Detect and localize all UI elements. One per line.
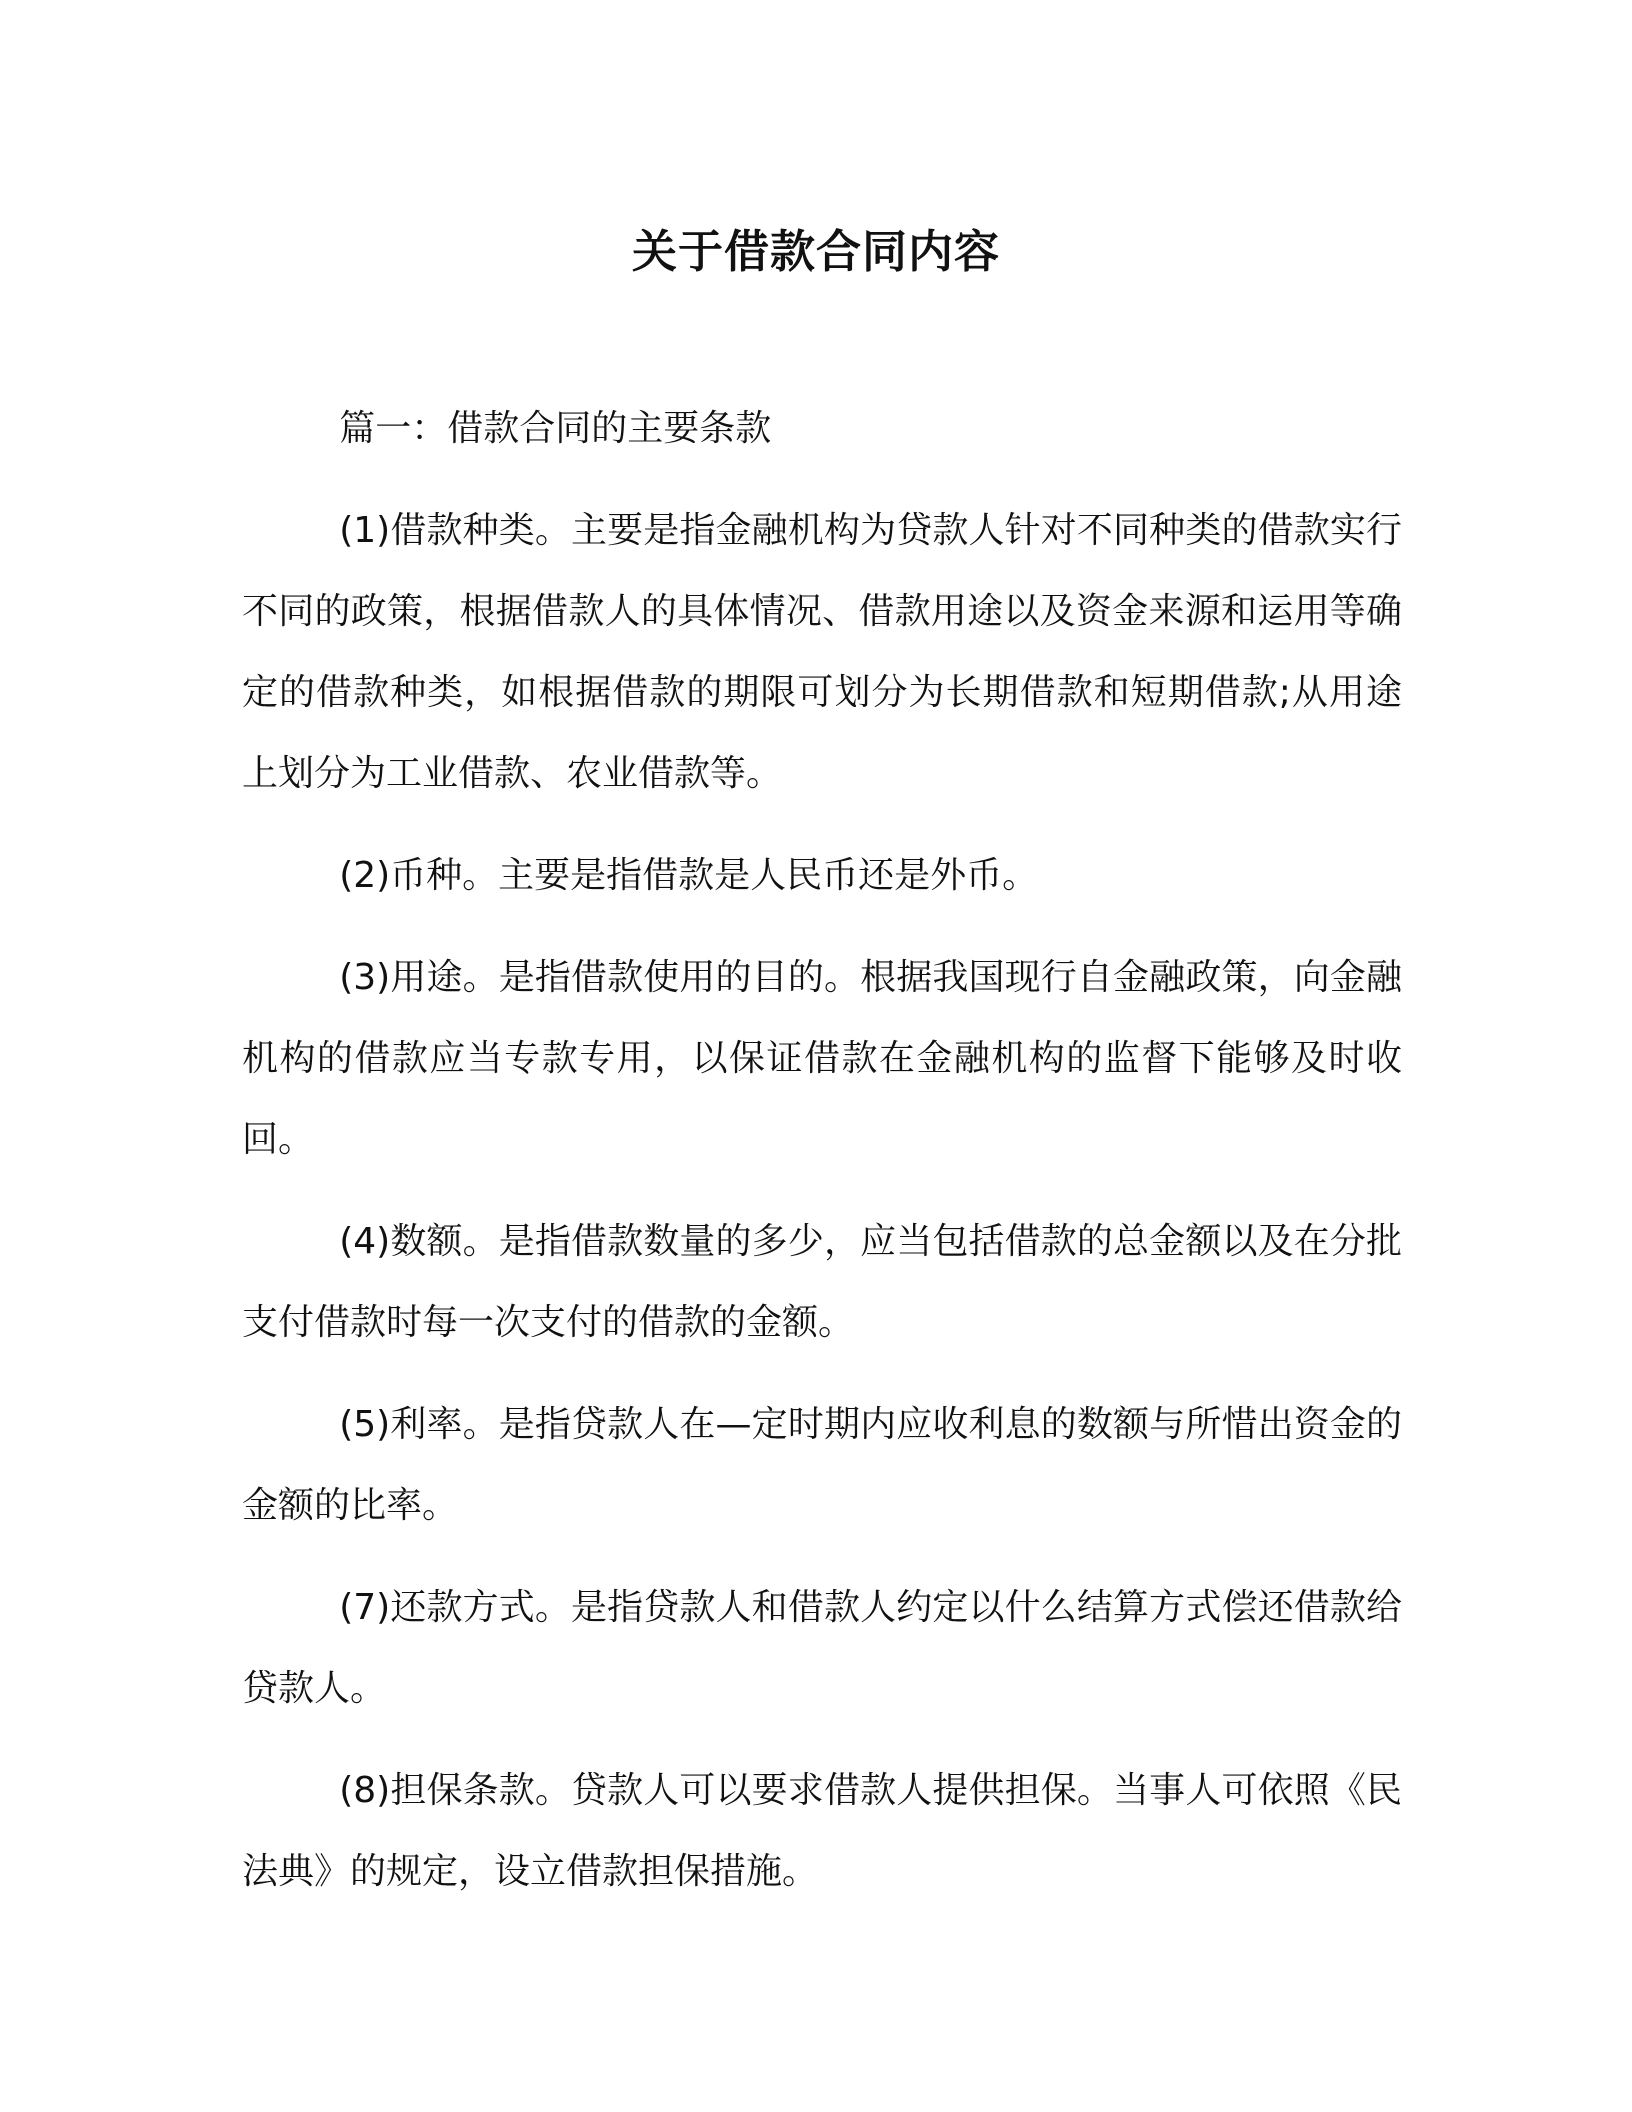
clause-paragraph: (3)用途。是指借款使用的目的。根据我国现行自金融政策，向金融机构的借款应当专款专用，以保证借款在金融机构的监督下能够及时收回。: [242, 957, 1402, 1160]
clause-paragraph: (8)担保条款。贷款人可以要求借款人提供担保。当事人可依照《民法典》的规定，设立借款担保措施。: [242, 1770, 1402, 1892]
clause-paragraph: (4)数额。是指借款数量的多少，应当包括借款的总金额以及在分批支付借款时每一次支付的借款的金额。: [242, 1221, 1402, 1343]
document-title: 关于借款合同内容: [631, 225, 1000, 278]
clause-paragraph: (5)利率。是指贷款人在—定时期内应收利息的数额与所惜出资金的金额的比率。: [242, 1404, 1402, 1526]
clause-paragraph: (2)币种。主要是指借款是人民币还是外币。: [339, 855, 1039, 896]
clause-paragraph: (7)还款方式。是指贷款人和借款人约定以什么结算方式偿还借款给贷款人。: [242, 1587, 1402, 1709]
clause-paragraph: (1)借款种类。主要是指金融机构为贷款人针对不同种类的借款实行不同的政策，根据借款人的具体情况、借款用途以及资金来源和运用等确定的借款种类，如根据借款的期限可划分为长期借款和短期借款;从用途上划分为工业借款、农业借款等。: [242, 510, 1402, 794]
document-body: [242, 388, 1402, 1933]
section-heading: 篇一：借款合同的主要条款: [339, 408, 772, 449]
